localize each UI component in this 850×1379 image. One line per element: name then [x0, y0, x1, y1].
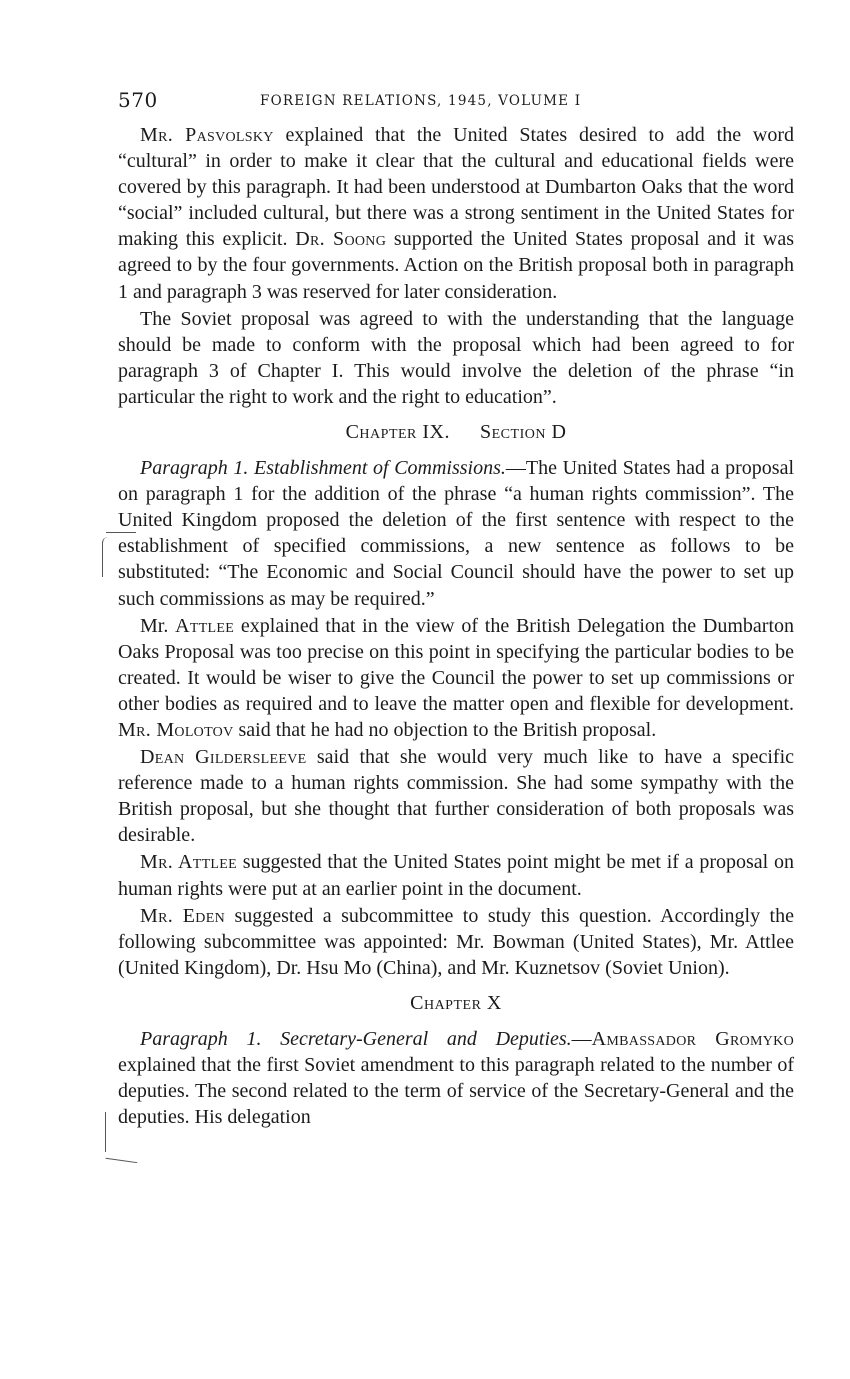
speaker-name: Mr. Molotov — [118, 718, 234, 741]
speaker-name: Ambassador Gromyko — [591, 1027, 794, 1050]
page-number: 570 — [118, 88, 158, 112]
speaker-prefix: Mr. — [140, 614, 176, 637]
paragraph-text: —The United States had a proposal on paragraph 1 for the addition of the phrase “a human rights commission”. The United Kingdom proposed the deletion of the first sentence with respect to the establishment of specified commissions, a new sentence as follows to be substituted: “The Economic and Social Council should have the power to set up such commissions as may be required.” — [118, 457, 795, 610]
paragraph-gildersleeve — [118, 744, 794, 848]
paragraph-text: The Soviet proposal was agreed to with the understanding that the language should be made to conform with the proposal which had been agreed to for paragraph 3 of Chapter I. This would involve the deletion of the phrase “in particular the right to work and the right to education”. — [118, 307, 794, 408]
paragraph-soviet-proposal — [118, 306, 794, 410]
paragraph-secretary-general — [118, 1026, 794, 1130]
paragraph-text: explained that the first Soviet amendment to this paragraph related to the number of deputies. The second related to the term of service of the Secretary-General and the deputies. His delegation — [118, 1054, 794, 1129]
section-heading-chapter-x — [118, 990, 794, 1016]
margin-bracket-bottom-tail — [106, 1150, 139, 1163]
section-label: Section D — [480, 421, 567, 444]
section-heading-chapter-ix — [118, 419, 794, 445]
chapter-label: Chapter X — [410, 991, 502, 1014]
paragraph-text: explained that the United States desired to add the word “cultural” in order to make it clear that the cultural and educational fields were covered by this paragraph. It had been understood at Dumbarton Oaks that the word “social” included cultural, but there was a strong sentiment in the United States for making this explicit. — [118, 124, 794, 251]
paragraph-eden-subcommittee — [118, 903, 794, 981]
speaker-name: Dr. Soong — [295, 228, 387, 251]
paragraph-text: explained that in the view of the British Delegation the Dumbarton Oaks Proposal was too precise on this point in specifying the particular bodies to be created. It would be wiser to give the Council the power to set up commissions or other bodies as required and to leave the matter open and flexible for development. — [118, 614, 794, 715]
running-title: FOREIGN RELATIONS, 1945, VOLUME I — [260, 93, 582, 109]
speaker-name: Mr. Pasvolsky — [140, 124, 274, 146]
paragraph-text: suggested that the United States point might be met if a proposal on human rights were put at an earlier point in the document. — [118, 851, 794, 900]
speaker-name: Mr. Eden — [140, 904, 225, 927]
paragraph-establishment-commissions — [118, 455, 794, 612]
speaker-name: Dean Gildersleeve — [140, 746, 307, 769]
paragraph-text: said that she would very much like to have a specific reference made to a human rights commission. She had some sympathy with the British proposal, but she thought that further consideration of both proposals was desirable. — [118, 746, 795, 847]
running-header — [118, 88, 794, 122]
document-page — [118, 88, 794, 1131]
paragraph-attlee-suggestion — [118, 849, 794, 901]
speaker-name: Mr. Attlee — [140, 851, 237, 874]
paragraph-text: said that he had no objection to the British proposal. — [233, 718, 657, 741]
speaker-name: Attlee — [175, 614, 235, 637]
margin-bracket-top-curve — [102, 537, 109, 577]
margin-bracket-bottom — [105, 1112, 106, 1152]
paragraph-text: suggested a subcommittee to study this question. Accordingly the following subcommittee was appointed: Mr. Bowman (United States), Mr. Attlee (United Kingdom), Dr. Hsu Mo (China), and Mr. Kuznetsov (Soviet Union). — [118, 904, 794, 979]
paragraph-attlee-explanation — [118, 613, 794, 743]
paragraph-pasvolsky — [118, 122, 794, 305]
paragraph-italic-lead: Paragraph 1. Establishment of Commissions. — [140, 457, 506, 480]
paragraph-italic-lead: Paragraph 1. Secretary-General and Deputies. — [140, 1027, 572, 1050]
chapter-label: Chapter IX. — [345, 421, 450, 444]
em-dash: — — [571, 1027, 592, 1050]
paragraph-text: supported the United States proposal and it was agreed to by the four governments. Action on the British proposal both in paragraph 1 and paragraph 3 was reserved for later consideration. — [118, 228, 794, 303]
